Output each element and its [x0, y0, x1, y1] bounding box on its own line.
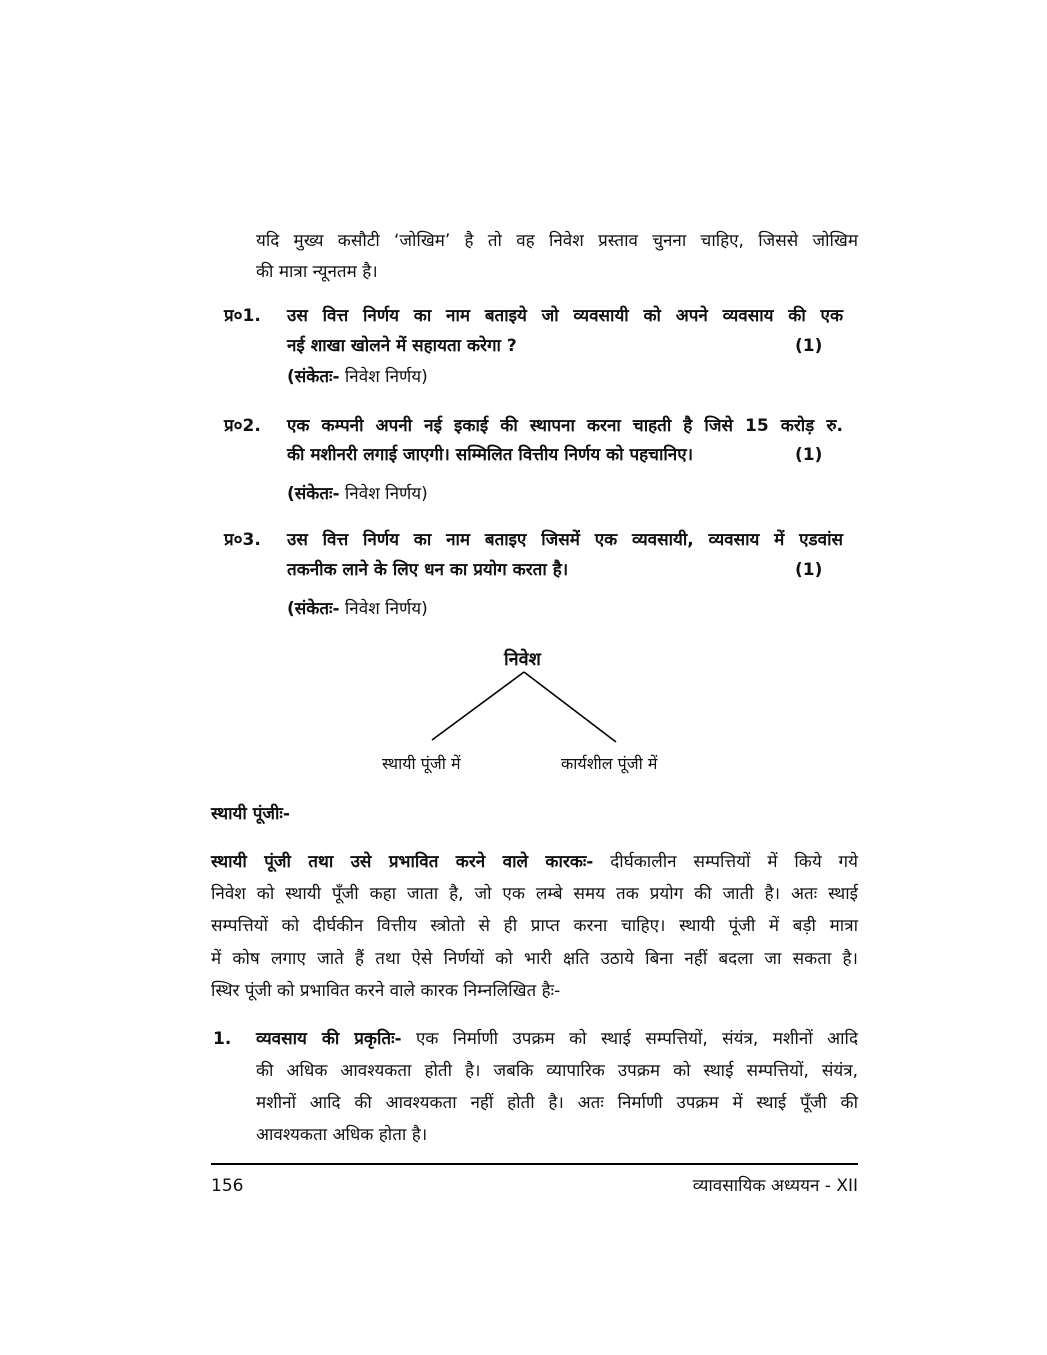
question-3-line-1: उस वित्त निर्णय का नाम बताइए जिसमें एक व्यवसायी, व्यवसाय में एडवांस: [287, 530, 843, 550]
paragraph-line-4: में कोष लगाए जाते हैं तथा ऐसे निर्णयों को भारी क्षति उठाये बिना नहीं बदला जा सकता है।: [211, 949, 858, 969]
diagram-root-label: निवेश: [504, 649, 541, 670]
point-1-line-4: आवश्यकता अधिक होता है।: [256, 1125, 428, 1145]
point-1-number: 1.: [213, 1029, 232, 1049]
question-1-marks: (1): [795, 336, 823, 356]
point-1-lead-text: एक निर्माणी उपक्रम को स्थाई सम्पत्तियों, संयंत्र, मशीनों आदि: [416, 1029, 858, 1049]
hint-text: निवेश निर्णय): [344, 599, 428, 619]
question-2-line-1: एक कम्पनी अपनी नई इकाई की स्थापना करना चाहती है जिसे 15 करोड़ रु.: [287, 416, 843, 436]
point-1-line-2: की अधिक आवश्यकता होती है। जबकि व्यापारिक उपक्रम को स्थाई सम्पत्तियों, संयंत्र,: [256, 1061, 858, 1081]
paragraph-line-1: [211, 846, 858, 878]
hint-text: निवेश निर्णय): [344, 367, 428, 387]
question-1-hint: [287, 361, 428, 393]
intro-line-2: की मात्रा न्यूनतम है।: [256, 262, 378, 282]
point-1-line-1: [256, 1023, 858, 1055]
hint-label: (संकेतः-: [287, 599, 340, 619]
question-2-hint: [287, 478, 428, 510]
question-1-line-1: उस वित्त निर्णय का नाम बताइये जो व्यवसायी को अपने व्यवसाय की एक: [287, 306, 843, 326]
book-title: व्यावसायिक अध्ययन - XII: [692, 1176, 858, 1196]
page-number: 156: [211, 1176, 244, 1196]
paragraph-lead-text: दीर्घकालीन सम्पत्तियों में किये गये: [610, 852, 858, 872]
question-number-3: प्र०3.: [224, 530, 261, 550]
hint-text: निवेश निर्णय): [344, 484, 428, 504]
question-number-1: प्र०1.: [224, 306, 261, 326]
diagram-branches: [420, 668, 620, 746]
section-heading: स्थायी पूंजीः-: [211, 804, 290, 824]
point-1-line-3: मशीनों आदि की आवश्यकता नहीं होती है। अतः निर्माणी उपक्रम में स्थाई पूँजी की: [256, 1093, 858, 1113]
question-3-hint: [287, 593, 428, 625]
paragraph-line-3: सम्पत्तियों को दीर्घकीन वित्तीय स्त्रोतो से ही प्राप्त करना चाहिए। स्थायी पूंजी में बड़ी मात्रा: [211, 916, 858, 936]
diagram-left-label: स्थायी पूंजी में: [382, 754, 461, 773]
paragraph-line-2: निवेश को स्थायी पूँजी कहा जाता है, जो एक लम्बे समय तक प्रयोग की जाती है। अतः स्थाई: [211, 884, 858, 904]
footer-rule: [211, 1163, 858, 1165]
intro-line-1: यदि मुख्य कसौटी ‘जोखिम’ है तो वह निवेश प्रस्ताव चुनना चाहिए, जिससे जोखिम: [256, 231, 858, 251]
right-branch-line: [524, 672, 616, 742]
question-2-line-2: की मशीनरी लगाई जाएगी। सम्मिलित वित्तीय निर्णय को पहचानिए।: [287, 445, 694, 465]
point-1-bold-lead: व्यवसाय की प्रकृतिः-: [256, 1029, 402, 1049]
question-1-line-2: नई शाखा खोलने में सहायता करेगा ?: [287, 336, 517, 356]
hint-label: (संकेतः-: [287, 484, 340, 504]
left-branch-line: [432, 672, 524, 740]
question-2-marks: (1): [795, 445, 823, 465]
question-3-marks: (1): [795, 560, 823, 580]
paragraph-line-5: स्थिर पूंजी को प्रभावित करने वाले कारक निम्नलिखित हैः-: [211, 981, 561, 1001]
paragraph-bold-lead: स्थायी पूंजी तथा उसे प्रभावित करने वाले कारकः-: [211, 852, 594, 872]
diagram-right-label: कार्यशील पूंजी में: [561, 754, 658, 773]
hint-label: (संकेतः-: [287, 367, 340, 387]
question-3-line-2: तकनीक लाने के लिए धन का प्रयोग करता है।: [287, 560, 569, 580]
question-number-2: प्र०2.: [224, 416, 261, 436]
